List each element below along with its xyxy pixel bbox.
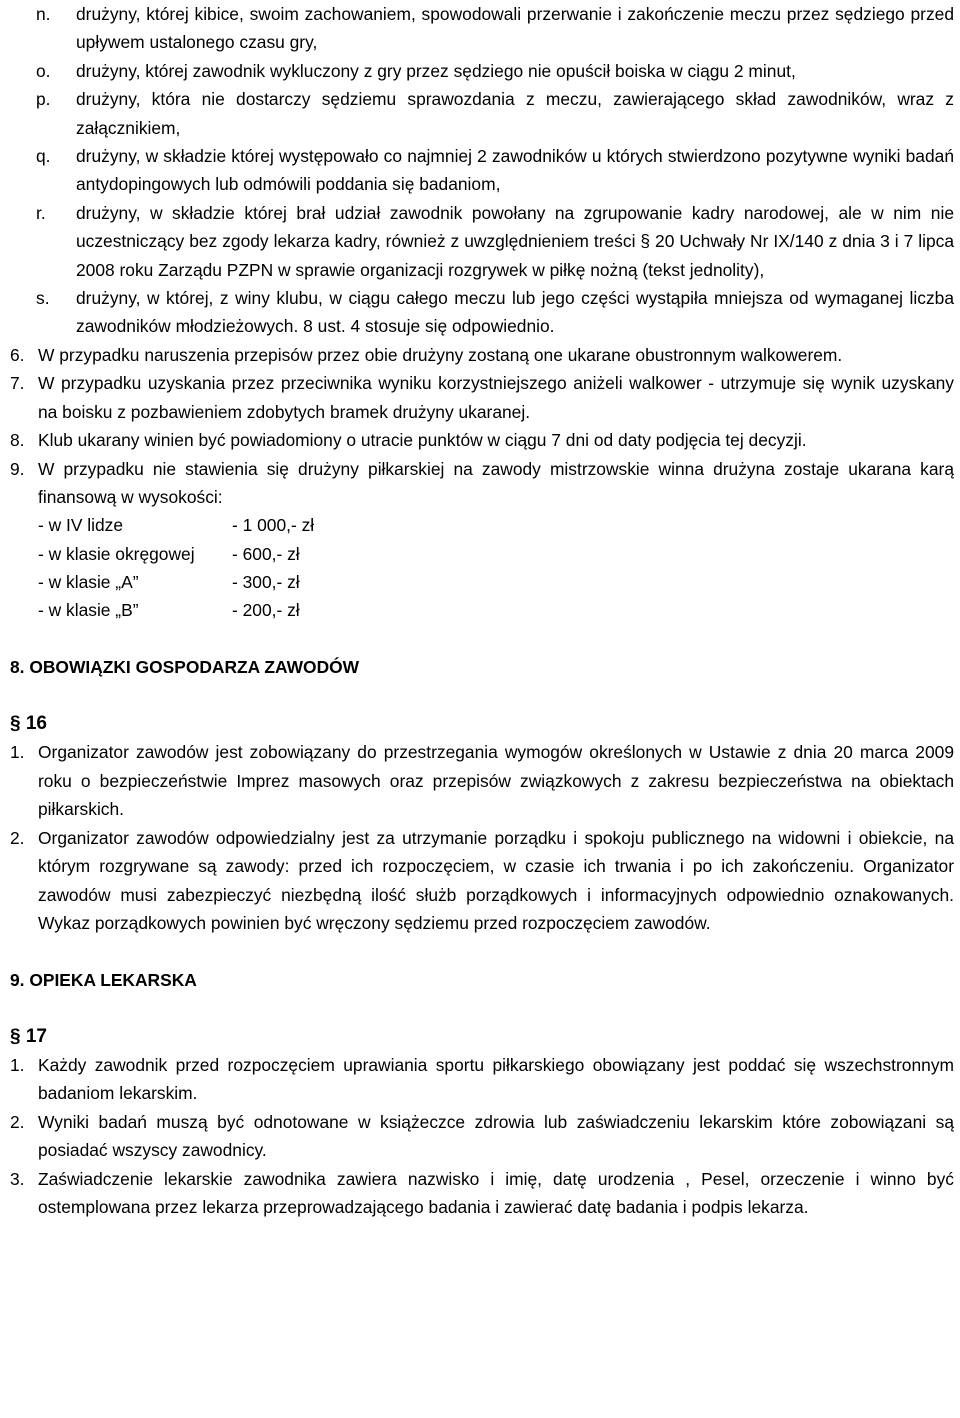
chapter-heading: 8. OBOWIĄZKI GOSPODARZA ZAWODÓW <box>10 657 360 678</box>
fee-label: - w IV lidze <box>38 515 124 536</box>
item-text: W przypadku naruszenia przepisów przez obie drużyny zostaną one ukarane obustronnym walkowerem. <box>38 344 843 365</box>
fee-amount: - 200,- zł <box>232 600 300 621</box>
fee-row <box>10 540 954 568</box>
item-text: W przypadku uzyskania przez przeciwnika wyniku korzystniejszego aniżeli walkower - utrzymuje się wynik uzyskany na boisku z pozbawieniem zdobytych bramek drużyny ukaranej. <box>38 373 954 422</box>
list-item <box>10 455 954 512</box>
list-item <box>10 426 954 454</box>
list-item <box>10 341 954 369</box>
section-17-points <box>10 1051 954 1221</box>
section-16-points <box>10 738 954 937</box>
item-text: Zaświadczenie lekarskie zawodnika zawiera nazwisko i imię, datę urodzenia , Pesel, orzeczenie i winno być ostemplowana przez lekarza przeprowadzającego badania i zawierać datę badania i podpis lekarza. <box>38 1168 954 1217</box>
fee-table <box>10 511 954 625</box>
item-text: Organizator zawodów odpowiedzialny jest za utrzymanie porządku i spokoju publicznego na widowni i obiekcie, na którym rozgrywane są zawody: przed ich rozpoczęciem, w czasie ich trwania i po ich zakończeniu. Organizator zawodów musi zabezpieczyć niezbędną ilość służb porządkowych i informacyjnych odpowiednio oznakowanych. Wykaz porządkowych powinien być wręczony sędziemu przed rozpoczęciem zawodów. <box>38 827 954 933</box>
item-text: W przypadku nie stawienia się drużyny piłkarskiej na zawody mistrzowskie winna drużyna zostaje ukarana karą finansową w wysokości: <box>38 458 954 507</box>
spacer <box>10 994 954 1022</box>
fee-label: - w klasie okręgowej <box>38 543 195 564</box>
spacer <box>10 682 954 710</box>
fee-row <box>10 568 954 596</box>
item-marker: 8. <box>10 430 25 451</box>
item-marker: 2. <box>10 827 25 848</box>
fee-row <box>10 511 954 539</box>
item-text: Każdy zawodnik przed rozpoczęciem uprawiania sportu piłkarskiego obowiązany jest poddać się wszechstronnym badaniom lekarskim. <box>38 1054 954 1104</box>
spacer <box>10 937 954 965</box>
item-text: drużyny, w składzie której występowało co najmniej 2 zawodników u których stwierdzono pozytywne wyniki badań antydopingowych lub odmówili poddania się badaniom, <box>76 146 954 195</box>
list-item <box>10 824 954 938</box>
numbered-points <box>10 341 954 511</box>
section-number: § 16 <box>10 713 47 735</box>
item-marker: 2. <box>10 1111 25 1132</box>
item-text: drużyny, której kibice, swoim zachowaniem, spowodowali przerwanie i zakończenie meczu przez sędziego przed upływem ustalonego czasu gry, <box>76 4 954 53</box>
fee-amount: - 600,- zł <box>232 543 300 564</box>
item-marker: s. <box>36 288 50 309</box>
item-marker: r. <box>36 202 46 223</box>
chapter-heading: 9. OPIEKA LEKARSKA <box>10 969 197 990</box>
item-marker: 7. <box>10 373 25 394</box>
fee-label: - w klasie „B” <box>38 600 139 621</box>
fee-amount: - 300,- zł <box>232 572 300 593</box>
item-marker: p. <box>36 89 51 110</box>
list-item <box>10 369 954 426</box>
spacer <box>10 625 954 653</box>
fee-row <box>10 596 954 624</box>
item-text: Organizator zawodów jest zobowiązany do przestrzegania wymogów określonych w Ustawie z dnia 20 marca 2009 roku o bezpieczeństwie Imprez masowych oraz przepisów związkowych z zakresu bezpieczeństwa na obiektach piłkarskich. <box>38 742 954 820</box>
item-text: drużyny, w której, z winy klubu, w ciągu całego meczu lub jego części wystąpiła mniejsza od wymaganej liczba zawodników młodzieżowych. 8 ust. 4 stosuje się odpowiednio. <box>76 288 954 337</box>
item-marker: 6. <box>10 344 25 365</box>
fee-amount: - 1 000,- zł <box>232 515 315 536</box>
list-item <box>10 738 954 823</box>
list-item <box>10 1165 954 1222</box>
list-item <box>10 85 954 142</box>
list-item <box>10 199 954 284</box>
item-text: Wyniki badań muszą być odnotowane w książeczce zdrowia lub zaświadczeniu lekarskim które zobowiązani są posiadać wszyscy zawodnicy. <box>38 1111 954 1161</box>
item-text: drużyny, w składzie której brał udział zawodnik powołany na zgrupowanie kadry narodowej, ale w nim nie uczestniczący bez zgody lekarza kadry, również z uwzględnieniem treści § 20 Uchwały Nr IX/140 z dnia 3 i 7 lipca 2008 roku Zarządu PZPN w sprawie organizacji rozgrywek w piłkę nożną (tekst jednolity), <box>76 202 954 280</box>
item-marker: n. <box>36 4 51 24</box>
letter-list <box>10 0 954 341</box>
item-marker: 1. <box>10 1054 25 1075</box>
list-item <box>10 142 954 199</box>
item-marker: o. <box>36 60 51 81</box>
item-text: drużyny, która nie dostarczy sędziemu sprawozdania z meczu, zawierającego skład zawodników, wraz z załącznikiem, <box>76 89 954 138</box>
list-item <box>10 0 954 57</box>
item-text: drużyny, której zawodnik wykluczony z gry przez sędziego nie opuścił boiska w ciągu 2 minut, <box>76 60 796 81</box>
item-marker: q. <box>36 146 51 167</box>
list-item <box>10 1051 954 1108</box>
item-marker: 1. <box>10 742 25 763</box>
item-marker: 3. <box>10 1168 25 1189</box>
item-text: Klub ukarany winien być powiadomiony o utracie punktów w ciągu 7 dni od daty podjęcia tej decyzji. <box>38 430 807 451</box>
item-marker: 9. <box>10 458 25 479</box>
list-item <box>10 1108 954 1165</box>
list-item <box>10 57 954 85</box>
section-number: § 17 <box>10 1025 47 1047</box>
list-item <box>10 284 954 341</box>
fee-label: - w klasie „A” <box>38 572 139 593</box>
